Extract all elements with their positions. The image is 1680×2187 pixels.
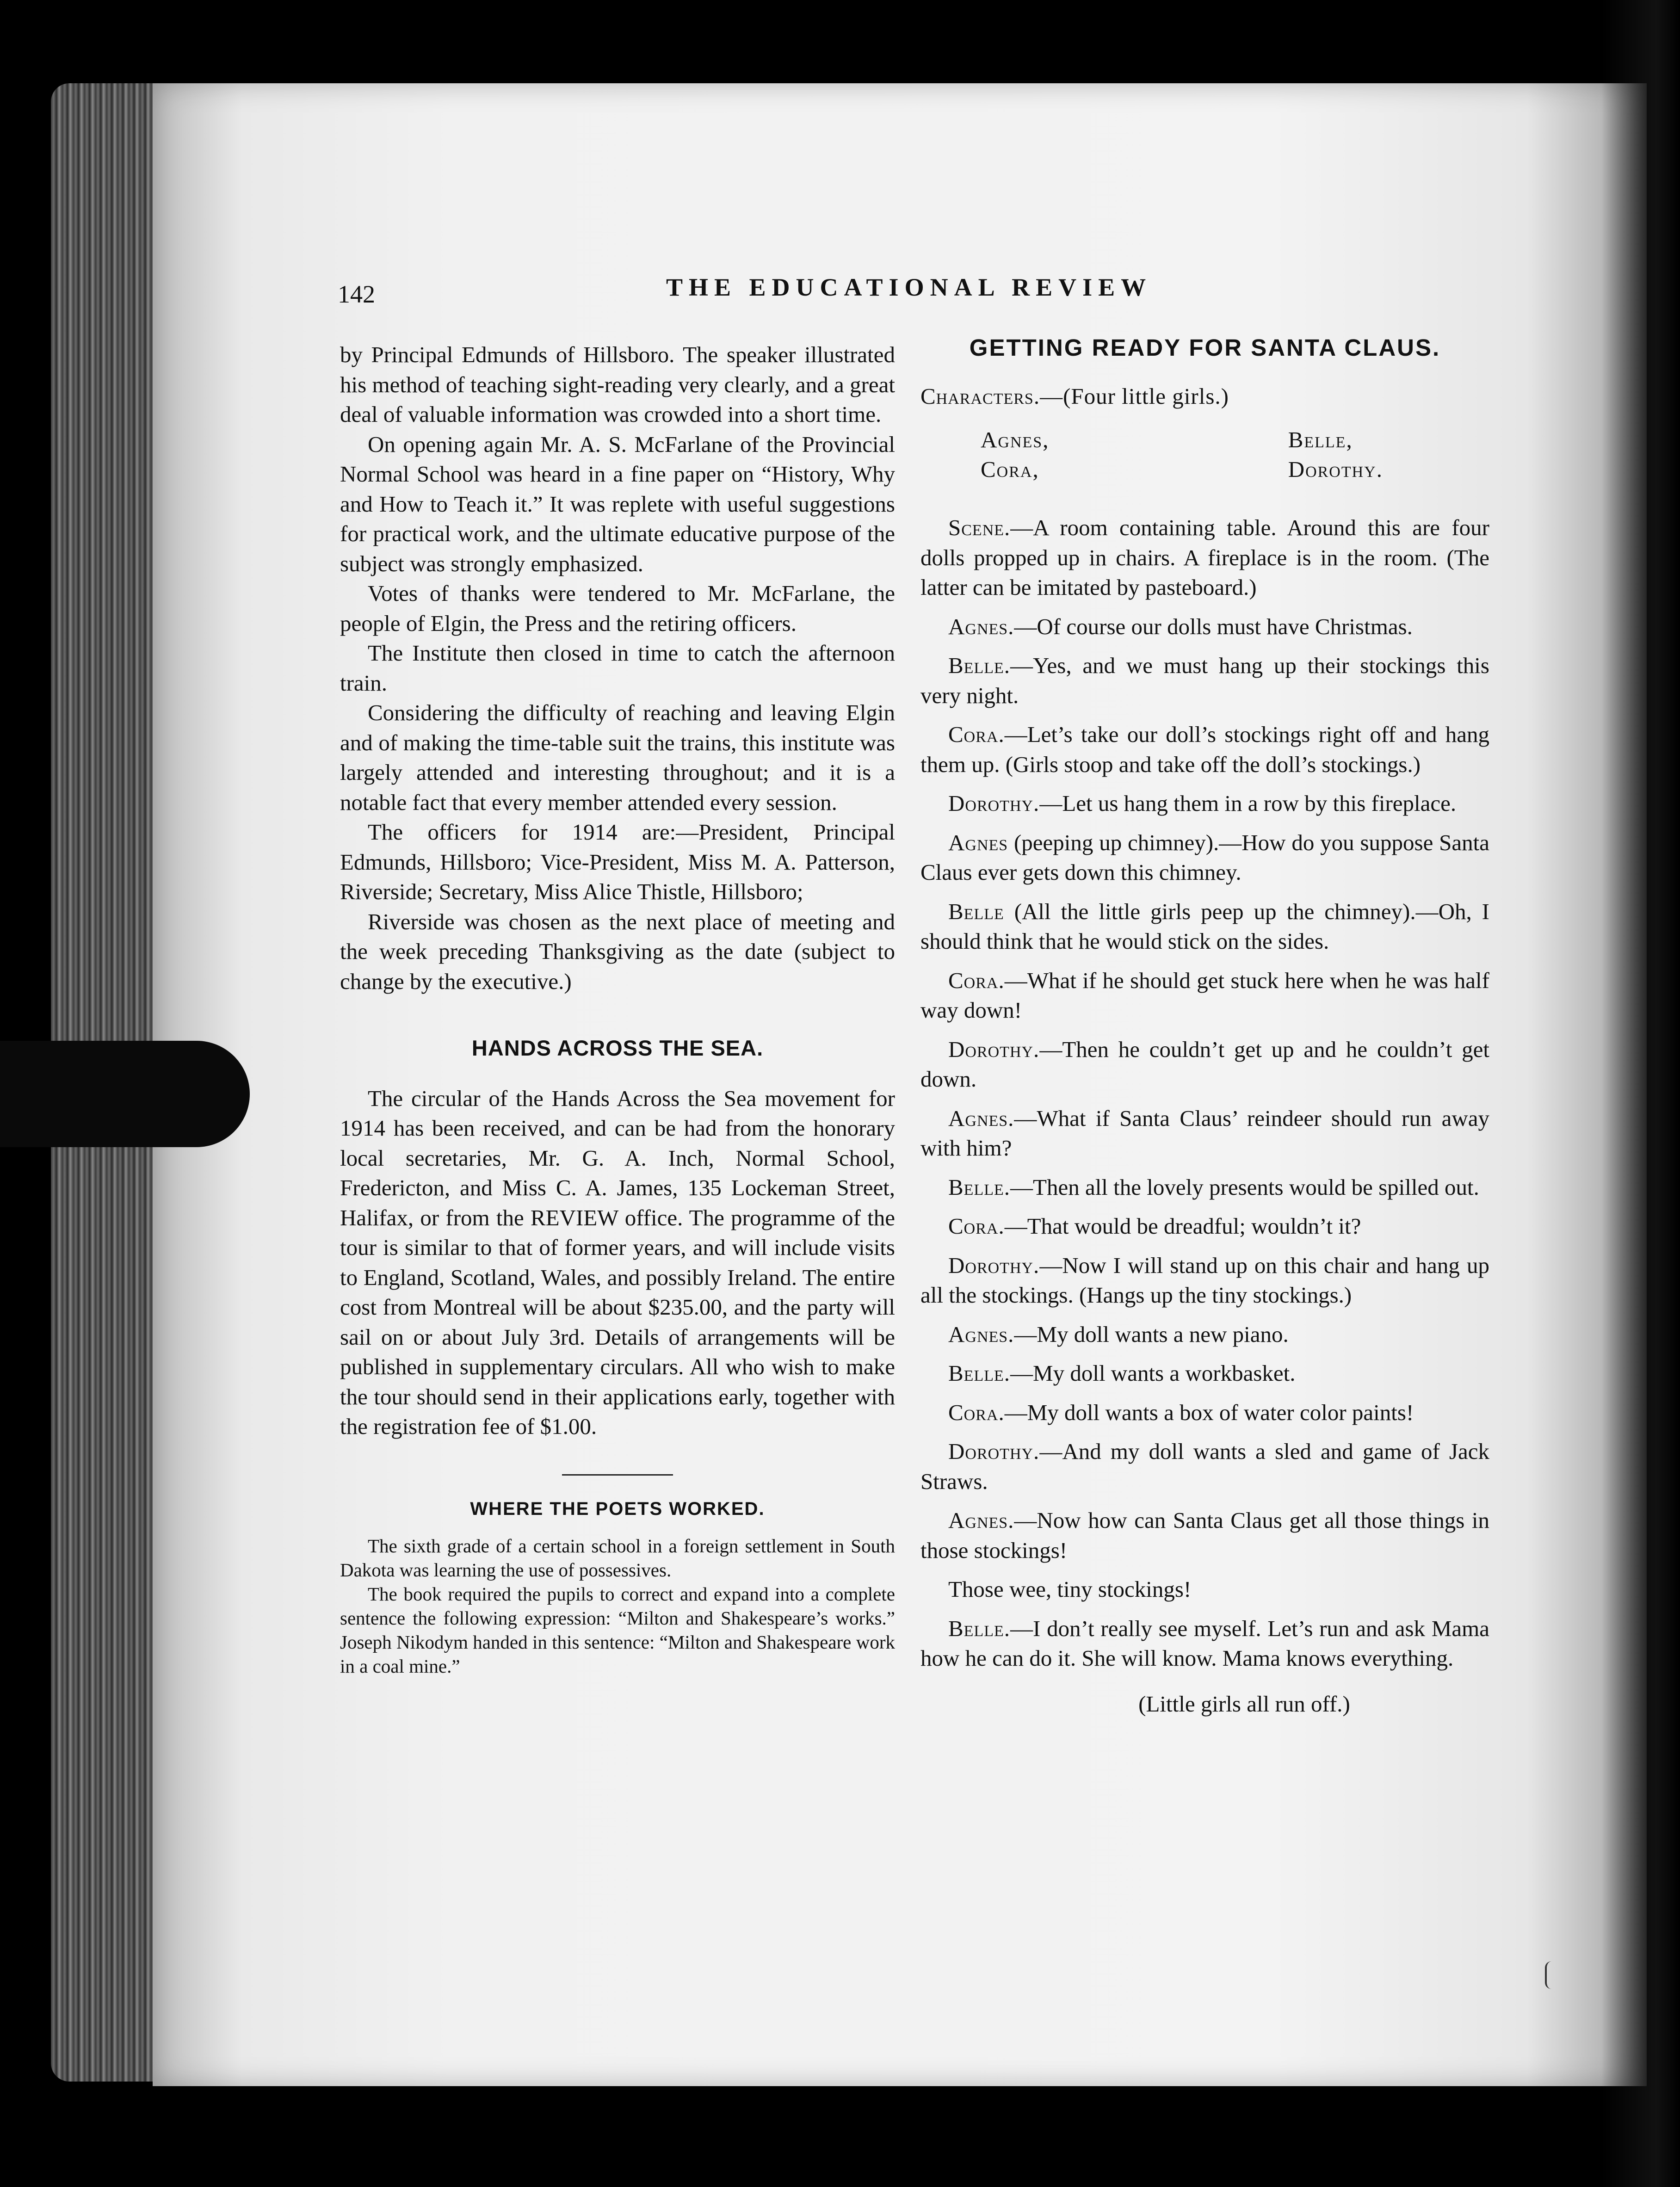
speaker: Belle [948,898,1004,924]
paragraph: The Institute then closed in time to catch the afternoon train. [340,640,895,696]
dialogue-line [920,1506,1489,1565]
paragraph: On opening again Mr. A. S. McFarlane of the Provincial Normal School was heard in a fine paper on “History, Why and How to Teach it.” It was replete with useful suggestions for practical work, and the ultimate educative purpose of the subject was strongly emphasized. [340,431,895,576]
line-text: —Now I will stand up on this chair and hang up all the stockings. (Hangs up the tiny stockings.) [920,1252,1489,1308]
dialogue-line [920,897,1489,957]
line-text: —Then he couldn’t get up and he couldn’t get down. [920,1036,1489,1092]
speaker: Cora. [948,1213,1005,1239]
line-text: —What if he should get stuck here when he was half way down! [920,967,1489,1023]
line-text: —What if Santa Claus’ reindeer should run away with him? [920,1105,1489,1161]
dialogue-line [920,1320,1489,1350]
dialogue-line [920,612,1489,642]
left-column [340,340,895,1678]
dialogue-line [920,1251,1489,1310]
paragraph: Considering the difficulty of reaching and leaving Elgin and of making the time-table suit the trains, this institute was largely attended and interesting throughout; and it is a notable fact that every member attended every session. [340,700,895,815]
line-text: —That would be dreadful; wouldn’t it? [1004,1213,1361,1239]
cast-name: Belle, [1288,427,1353,452]
characters-label: Characters. [920,383,1040,409]
scene-direction [920,513,1489,603]
speaker: Agnes. [948,1507,1014,1533]
paragraph: The officers for 1914 are:—President, Principal Edmunds, Hillsboro; Vice-President, Miss M. A. Patterson, Riverside; Secretary, Miss Alice Thistle, Hillsboro; [340,819,895,904]
characters-line [920,382,1489,412]
line-text: Those wee, tiny stockings! [948,1576,1192,1602]
dialogue-line [920,1398,1489,1428]
scene-label: Scene. [948,515,1011,540]
line-text: —Let us hang them in a row by this fireplace. [1039,791,1457,816]
dialogue-line [920,720,1489,779]
paragraph: The book required the pupils to correct and expand into a complete sentence the following expression: “Milton and Shakespeare’s works.” Joseph Nikodym handed in this sentence: “Milton and Shakespeare work in a coal mine.” [340,1583,895,1677]
speaker: Belle. [948,1615,1011,1641]
paragraph: The circular of the Hands Across the Sea movement for 1914 has been received, and can be had from the honorary local secretaries, Mr. G. A. Inch, Normal School, Fredericton, and Miss C. A. James, 135 Lockeman Street, Halifax, or from the REVIEW office. The programme of the tour is similar to that of former years, and will include visits to England, Scotland, Wales, and possibly Ireland. The entire cost from Montreal will be about $235.00, and the party will sail on or about July 3rd. Details of arrangements will be published in supplementary circulars. All who wish to make the tour should send in their applications early, together with the registration fee of $1.00. [340,1085,895,1439]
line-text: —Of course our dolls must have Christmas. [1014,613,1413,639]
speaker: Dorothy. [948,1036,1040,1062]
speaker: Agnes [948,829,1008,855]
cast-name: Dorothy. [1288,457,1383,482]
stage-direction: (Little girls all run off.) [1138,1691,1350,1717]
speaker: Dorothy. [948,1252,1040,1278]
cast-column-left [981,425,1049,484]
line-text: —Then all the lovely presents would be spilled out. [1010,1174,1479,1200]
dialogue-line [920,1614,1489,1674]
line-text: —My doll wants a workbasket. [1010,1360,1296,1386]
cast-name: Cora, [981,457,1039,482]
line-text: —My doll wants a box of water color paints! [1004,1399,1414,1425]
line-text: (All the little girls peep up the chimney).—Oh, I should think that he would stick on the sides. [920,898,1489,954]
dialogue-line [920,966,1489,1026]
speaker: Cora. [948,1399,1005,1425]
line-text: —Yes, and we must hang up their stockings this very night. [920,653,1489,708]
line-text: (peeping up chimney).—How do you suppose Santa Claus ever gets down this chimney. [920,829,1489,885]
cast-list [920,425,1489,484]
dialogue-line [920,1359,1489,1389]
page-number: 142 [338,280,375,308]
scene-text: —A room containing table. Around this are four dolls propped up in chairs. A fireplace is in the room. (The latter can be imitated by pasteboard.) [920,515,1489,600]
running-head: THE EDUCATIONAL REVIEW [666,273,1152,301]
speaker: Dorothy. [948,791,1040,816]
cast-name: Agnes, [981,427,1050,452]
speaker: Belle. [948,1360,1011,1386]
speaker: Cora. [948,722,1005,747]
line-text: —I don’t really see myself. Let’s run and ask Mama how he can do it. She will know. Mama knows everything. [920,1615,1489,1671]
line-text: —Now how can Santa Claus get all those things in those stockings! [920,1507,1489,1563]
speaker: Belle. [948,1174,1011,1200]
article-title: GETTING READY FOR SANTA CLAUS. [969,334,1441,361]
dialogue-line [920,1104,1489,1163]
dialogue-line [920,1211,1489,1242]
speaker: Cora. [948,967,1005,993]
cast-column-right [1288,425,1383,484]
line-text: —And my doll wants a sled and game of Jack Straws. [920,1439,1489,1494]
divider [562,1474,673,1476]
dialogue-line [920,1035,1489,1094]
dialogue-line [920,1173,1489,1203]
characters-note: —(Four little girls.) [1040,383,1229,409]
section-heading: HANDS ACROSS THE SEA. [471,1036,764,1060]
paragraph: Votes of thanks were tendered to Mr. McFarlane, the people of Elgin, the Press and the retiring officers. [340,581,895,636]
section-heading: WHERE THE POETS WORKED. [470,1498,765,1519]
speaker: Dorothy. [948,1439,1040,1464]
speaker: Agnes. [948,1321,1014,1347]
dialogue-line [920,1437,1489,1496]
right-gutter-shadow [1601,0,1680,2187]
paragraph: by Principal Edmunds of Hillsboro. The speaker illustrated his method of teaching sight-reading very clearly, and a great deal of valuable information was crowded into a short time. [340,342,895,427]
paragraph: The sixth grade of a certain school in a foreign settlement in South Dakota was learning the use of possessives. [340,1535,895,1581]
paragraph: Riverside was chosen as the next place of meeting and the week preceding Thanksgiving as the date (subject to change by the executive.) [340,908,895,994]
dialogue-line [920,1575,1489,1605]
dialogue-line [920,789,1489,819]
speaker: Agnes. [948,613,1014,639]
line-text: —Let’s take our doll’s stockings right off and hang them up. (Girls stoop and take off the doll’s stockings.) [920,722,1489,777]
pencil-mark [1545,1961,1561,1989]
speaker: Agnes. [948,1105,1014,1131]
scanner-thumb [0,1041,250,1147]
right-column [920,333,1489,1719]
speaker: Belle. [948,653,1011,678]
line-text: —My doll wants a new piano. [1014,1321,1289,1347]
dialogue-line [920,651,1489,710]
dialogue-line [920,828,1489,888]
